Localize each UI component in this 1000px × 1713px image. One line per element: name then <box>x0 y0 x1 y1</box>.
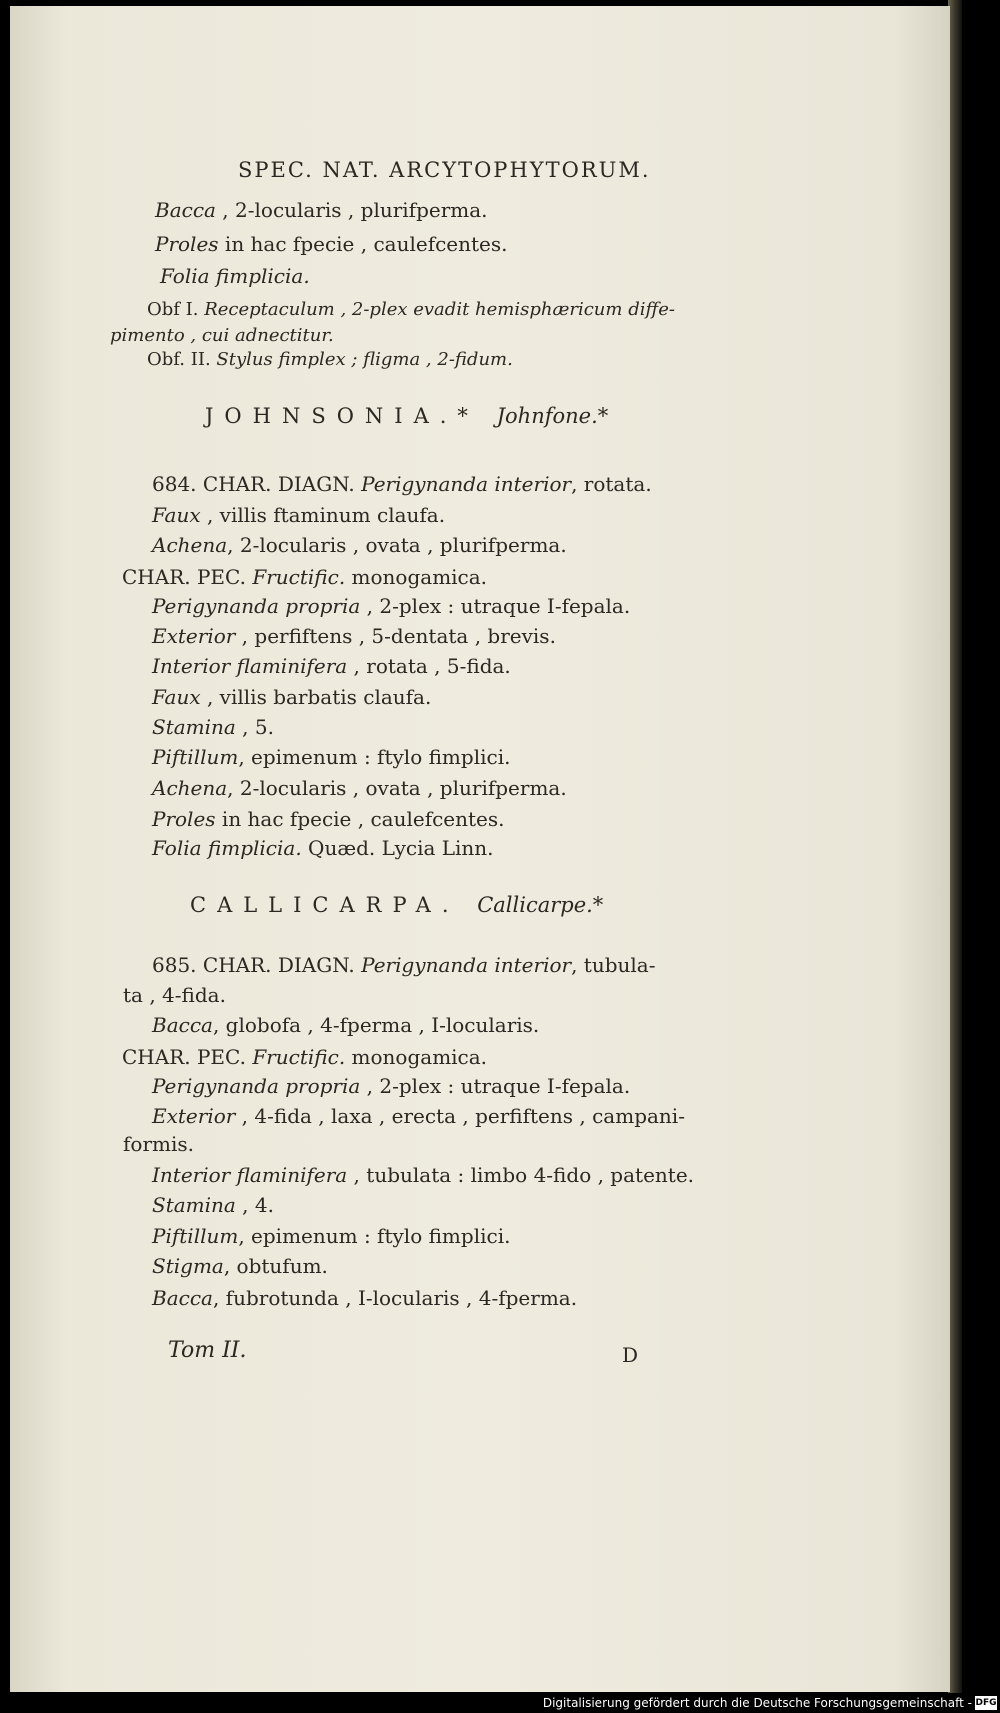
italic-term: Fructific. <box>252 1045 346 1069</box>
text-line <box>147 348 513 372</box>
italic-term: Receptaculum , 2-plex evadit hemisphæricum diffe- <box>204 299 675 320</box>
italic-term: Folia fimplicia. <box>152 836 302 860</box>
text-line <box>152 776 567 800</box>
plain-text: , villis ftaminum claufa. <box>200 503 446 527</box>
plain-text: , 4-fida , laxa , erecta , perfiftens , campani- <box>235 1104 685 1128</box>
running-header: SPEC. NAT. ARCYTOPHYTORUM. <box>238 158 651 182</box>
text-line <box>152 1163 694 1187</box>
text-line <box>155 232 508 256</box>
text-line <box>152 1074 630 1098</box>
genus-common-name: Johnfone.* <box>496 404 609 428</box>
plain-text: 685. CHAR. DIAGN. <box>152 953 362 977</box>
italic-term: Bacca <box>152 1286 213 1310</box>
text-line <box>123 983 226 1007</box>
footer-credit: Digitalisierung gefördert durch die Deutsche Forschungsgemeinschaft - <box>542 1696 972 1710</box>
text-line <box>122 1045 487 1069</box>
signature-letter: D <box>622 1343 639 1367</box>
italic-term: Interior flaminifera <box>152 1163 348 1187</box>
genus-name: JOHNSONIA.* <box>205 404 479 428</box>
plain-text: , 2-plex : utraque I-fepala. <box>360 594 631 618</box>
italic-term: Piftillum <box>152 1224 239 1248</box>
text-line <box>152 1224 510 1248</box>
italic-term: Perigynanda propria <box>152 594 361 618</box>
italic-term: Achena <box>152 776 228 800</box>
plain-text: , 4. <box>235 1193 274 1217</box>
italic-term: Piftillum <box>152 745 239 769</box>
italic-term: Stigma <box>152 1254 224 1278</box>
plain-text: , epimenum : ftylo fimplici. <box>238 1224 511 1248</box>
text-line <box>152 1254 328 1278</box>
text-line <box>123 1132 194 1156</box>
text-line <box>152 503 445 527</box>
italic-term: Faux <box>152 685 201 709</box>
italic-term: Faux <box>152 503 201 527</box>
text-line <box>155 198 488 222</box>
italic-term: Perigynanda interior <box>361 472 572 496</box>
signature-volume: Tom II. <box>168 1338 247 1363</box>
plain-text: , 2-locularis , ovata , plurifperma. <box>227 533 567 557</box>
genus-title-callicarpa <box>190 893 603 917</box>
genus-name: CALLICARPA. <box>190 893 460 917</box>
text-line <box>152 624 556 648</box>
text-line <box>110 324 334 348</box>
text-line <box>122 565 487 589</box>
plain-text: monogamica. <box>345 565 488 589</box>
italic-term: Folia fimplicia. <box>160 264 310 288</box>
plain-text: CHAR. PEC. <box>122 565 253 589</box>
text-line <box>152 953 655 977</box>
dfg-logo: DFG <box>975 1698 997 1708</box>
text-line <box>152 836 494 860</box>
text-line <box>160 264 310 288</box>
text-line <box>152 685 431 709</box>
genus-common-name: Callicarpe.* <box>477 893 604 917</box>
text-line <box>152 472 652 496</box>
text-line <box>152 745 510 769</box>
text-line <box>152 1193 274 1217</box>
plain-text: Quæd. Lycia Linn. <box>301 836 494 860</box>
italic-term: Exterior <box>152 624 236 648</box>
plain-text: , fubrotunda , I-locularis , 4-fperma. <box>212 1286 578 1310</box>
italic-term: Interior flaminifera <box>152 654 348 678</box>
plain-text: , 2-plex : utraque I-fepala. <box>360 1074 631 1098</box>
italic-term: Perigynanda interior <box>361 953 572 977</box>
italic-term: Fructific. <box>252 565 346 589</box>
text-line <box>152 533 567 557</box>
plain-text: , tubulata : limbo 4-fido , patente. <box>347 1163 695 1187</box>
plain-text: , obtufum. <box>223 1254 328 1278</box>
plain-text: formis. <box>123 1132 194 1156</box>
italic-term: Bacca <box>155 198 216 222</box>
plain-text: ta , 4-fida. <box>123 983 226 1007</box>
plain-text: , epimenum : ftylo fimplici. <box>238 745 511 769</box>
plain-text: , rotata. <box>571 472 652 496</box>
plain-text: , 2-locularis , plurifperma. <box>215 198 488 222</box>
plain-text: , tubula- <box>571 953 656 977</box>
plain-text: Obf I. <box>147 299 205 320</box>
plain-text: 684. CHAR. DIAGN. <box>152 472 362 496</box>
digitization-footer <box>0 1694 1000 1713</box>
text-line <box>147 298 675 322</box>
italic-term: Achena <box>152 533 228 557</box>
italic-term: Proles <box>155 232 219 256</box>
italic-term: Perigynanda propria <box>152 1074 361 1098</box>
plain-text: , globofa , 4-fperma , I-locularis. <box>212 1013 540 1037</box>
plain-text: , 2-locularis , ovata , plurifperma. <box>227 776 567 800</box>
italic-term: Stamina <box>152 715 236 739</box>
plain-text: in hac fpecie , caulefcentes. <box>215 807 505 831</box>
text-line <box>152 715 274 739</box>
italic-term: pimento , cui adnectitur. <box>110 325 334 346</box>
italic-term: Stylus fimplex ; fligma , 2-fidum. <box>216 349 513 370</box>
plain-text: in hac fpecie , caulefcentes. <box>218 232 508 256</box>
plain-text: Obf. II. <box>147 349 217 370</box>
italic-term: Stamina <box>152 1193 236 1217</box>
italic-term: Bacca <box>152 1013 213 1037</box>
text-line <box>152 807 505 831</box>
plain-text: , villis barbatis claufa. <box>200 685 432 709</box>
genus-title-johnsonia <box>205 404 608 428</box>
plain-text: CHAR. PEC. <box>122 1045 253 1069</box>
plain-text: , perfiftens , 5-dentata , brevis. <box>235 624 556 648</box>
plain-text: , 5. <box>235 715 274 739</box>
text-line <box>152 1013 539 1037</box>
text-line <box>152 654 511 678</box>
italic-term: Proles <box>152 807 216 831</box>
book-page <box>10 6 950 1692</box>
plain-text: , rotata , 5-fida. <box>347 654 511 678</box>
text-line <box>152 1286 577 1310</box>
book-spine-shadow <box>948 0 962 1693</box>
italic-term: Exterior <box>152 1104 236 1128</box>
plain-text: monogamica. <box>345 1045 488 1069</box>
text-line <box>152 594 630 618</box>
text-line <box>152 1104 685 1128</box>
